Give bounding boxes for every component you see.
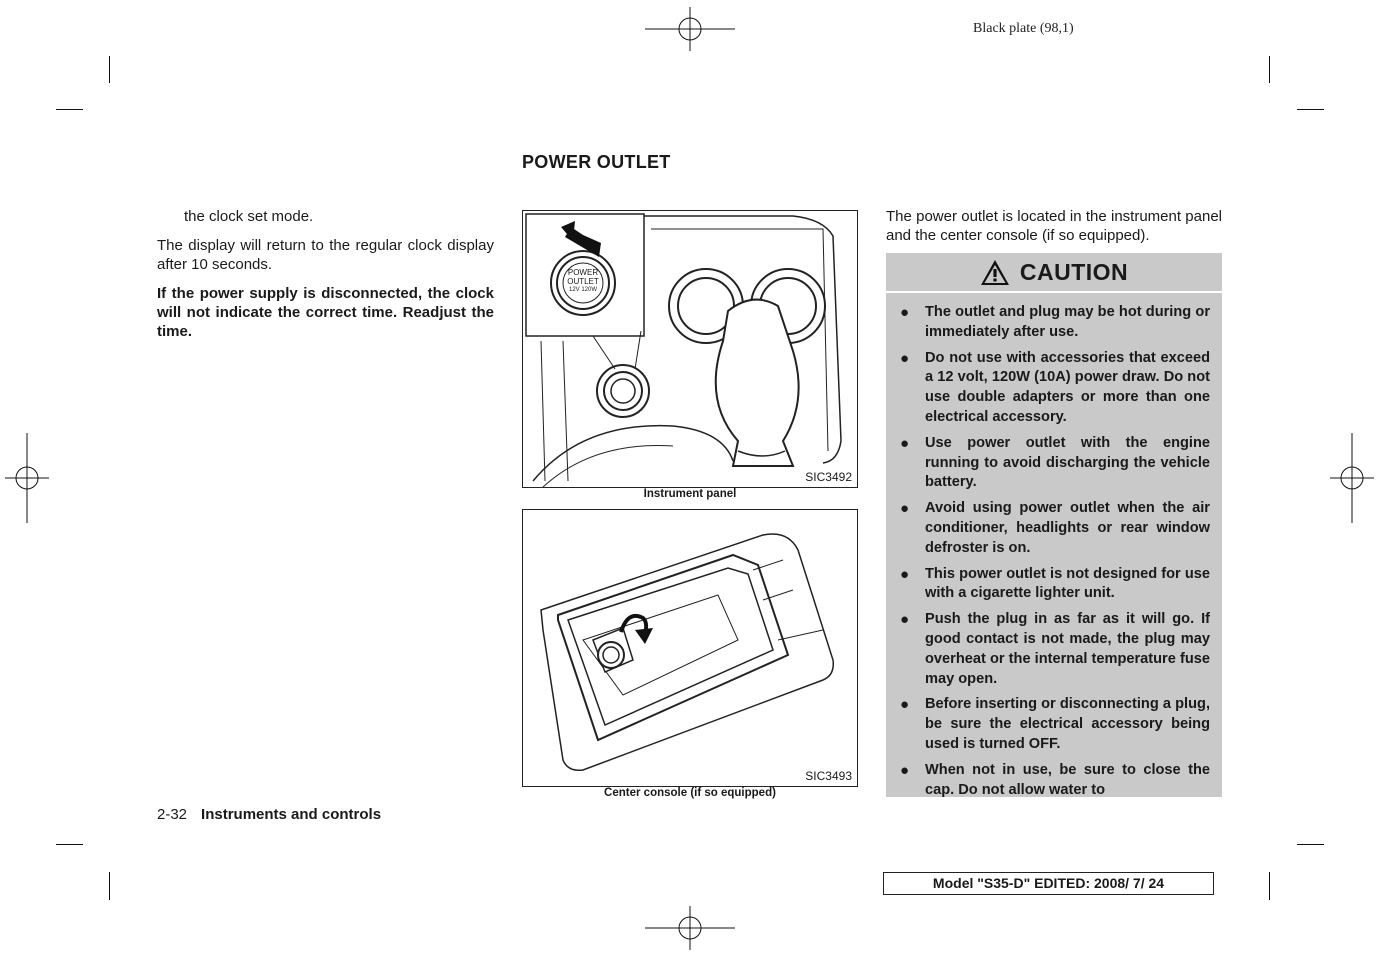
instrument-panel-figure bbox=[522, 210, 858, 488]
page-footer bbox=[157, 806, 381, 823]
figure-code: SIC3492 bbox=[805, 470, 852, 484]
caution-box bbox=[886, 253, 1222, 797]
caution-title: CAUTION bbox=[1019, 258, 1129, 285]
warning-triangle-icon bbox=[980, 259, 1010, 286]
instrument-panel-illustration bbox=[523, 211, 857, 487]
caution-item-text: This power outlet is not designed for use with a cigarette lighter unit. bbox=[925, 565, 1210, 602]
caution-list bbox=[886, 293, 1222, 797]
caution-item-text: Avoid using power outlet when the air conditioner, headlights or rear window defroster is on. bbox=[925, 500, 1210, 556]
page-number: 2-32 bbox=[157, 806, 188, 823]
caution-item-text: Use power outlet with the engine running to avoid discharging the vehicle battery. bbox=[925, 434, 1210, 491]
figure-code: SIC3493 bbox=[805, 769, 852, 783]
registration-mark-top bbox=[645, 7, 735, 51]
model-edit-line: Model "S35-D" EDITED: 2008/ 7/ 24 bbox=[883, 872, 1214, 895]
caution-item: ● Avoid using power outlet when the air conditioner, headlights or rear window defroster is on. bbox=[900, 500, 1210, 556]
caution-item-text: Push the plug in as far as it will go. If good contact is not made, the plug may overheat or the internal temperature fuse may open. bbox=[925, 611, 1210, 687]
caution-item-text: Before inserting or disconnecting a plug, be sure the electrical accessory being used is turned OFF. bbox=[925, 696, 1210, 752]
caution-item: ● When not in use, be sure to close the cap. Do not allow water to bbox=[900, 761, 1210, 797]
registration-mark-right bbox=[1330, 433, 1374, 523]
caution-item-text: Do not use with accessories that exceed a 12 volt, 120W (10A) power draw. Do not use double adapters or more than one electrical accessory. bbox=[925, 349, 1210, 425]
caution-item: ● This power outlet is not designed for use with a cigarette lighter unit. bbox=[900, 565, 1210, 602]
center-console-figure bbox=[522, 509, 858, 787]
caution-item: ● Before inserting or disconnecting a plug, be sure the electrical accessory being used is turned OFF. bbox=[900, 696, 1210, 752]
power-disconnect-warning: If the power supply is disconnected, the clock will not indicate the correct time. Readjust the time. bbox=[157, 285, 494, 340]
outlet-location-text: The power outlet is located in the instrument panel and the center console (if so equipped). bbox=[886, 208, 1222, 244]
caution-item-text: The outlet and plug may be hot during or immediately after use. bbox=[925, 304, 1210, 340]
figure-caption: Instrument panel bbox=[643, 488, 737, 500]
plate-label: Black plate (98,1) bbox=[973, 21, 1074, 36]
caution-item: ● The outlet and plug may be hot during or immediately after use. bbox=[900, 304, 1210, 340]
display-return-text: The display will return to the regular clock display after 10 seconds. bbox=[157, 237, 494, 273]
caution-item: ● Push the plug in as far as it will go. If good contact is not made, the plug may overheat or the internal temperature fuse may open. bbox=[900, 611, 1210, 687]
center-console-illustration bbox=[523, 510, 857, 786]
figure-caption: Center console (if so equipped) bbox=[604, 787, 776, 799]
registration-mark-bottom bbox=[645, 906, 735, 950]
section-name: Instruments and controls bbox=[201, 806, 382, 823]
registration-mark-left bbox=[5, 433, 49, 523]
outlet-label bbox=[557, 268, 609, 295]
caution-item-text: When not in use, be sure to close the cap. Do not allow water to bbox=[925, 761, 1210, 797]
caution-item: ● Use power outlet with the engine running to avoid discharging the vehicle battery. bbox=[900, 434, 1210, 491]
caution-header bbox=[886, 253, 1222, 293]
outlet-label-line3: 12V 120W bbox=[568, 287, 598, 293]
clock-set-text: the clock set mode. bbox=[184, 208, 314, 225]
section-title: POWER OUTLET bbox=[522, 152, 671, 172]
left-column bbox=[157, 207, 494, 351]
outlet-label-line2: OUTLET bbox=[567, 277, 599, 286]
outlet-label-line1: POWER bbox=[567, 268, 599, 277]
caution-item: ● Do not use with accessories that exceed a 12 volt, 120W (10A) power draw. Do not use double adapters or more than one electrical accessory. bbox=[900, 349, 1210, 425]
